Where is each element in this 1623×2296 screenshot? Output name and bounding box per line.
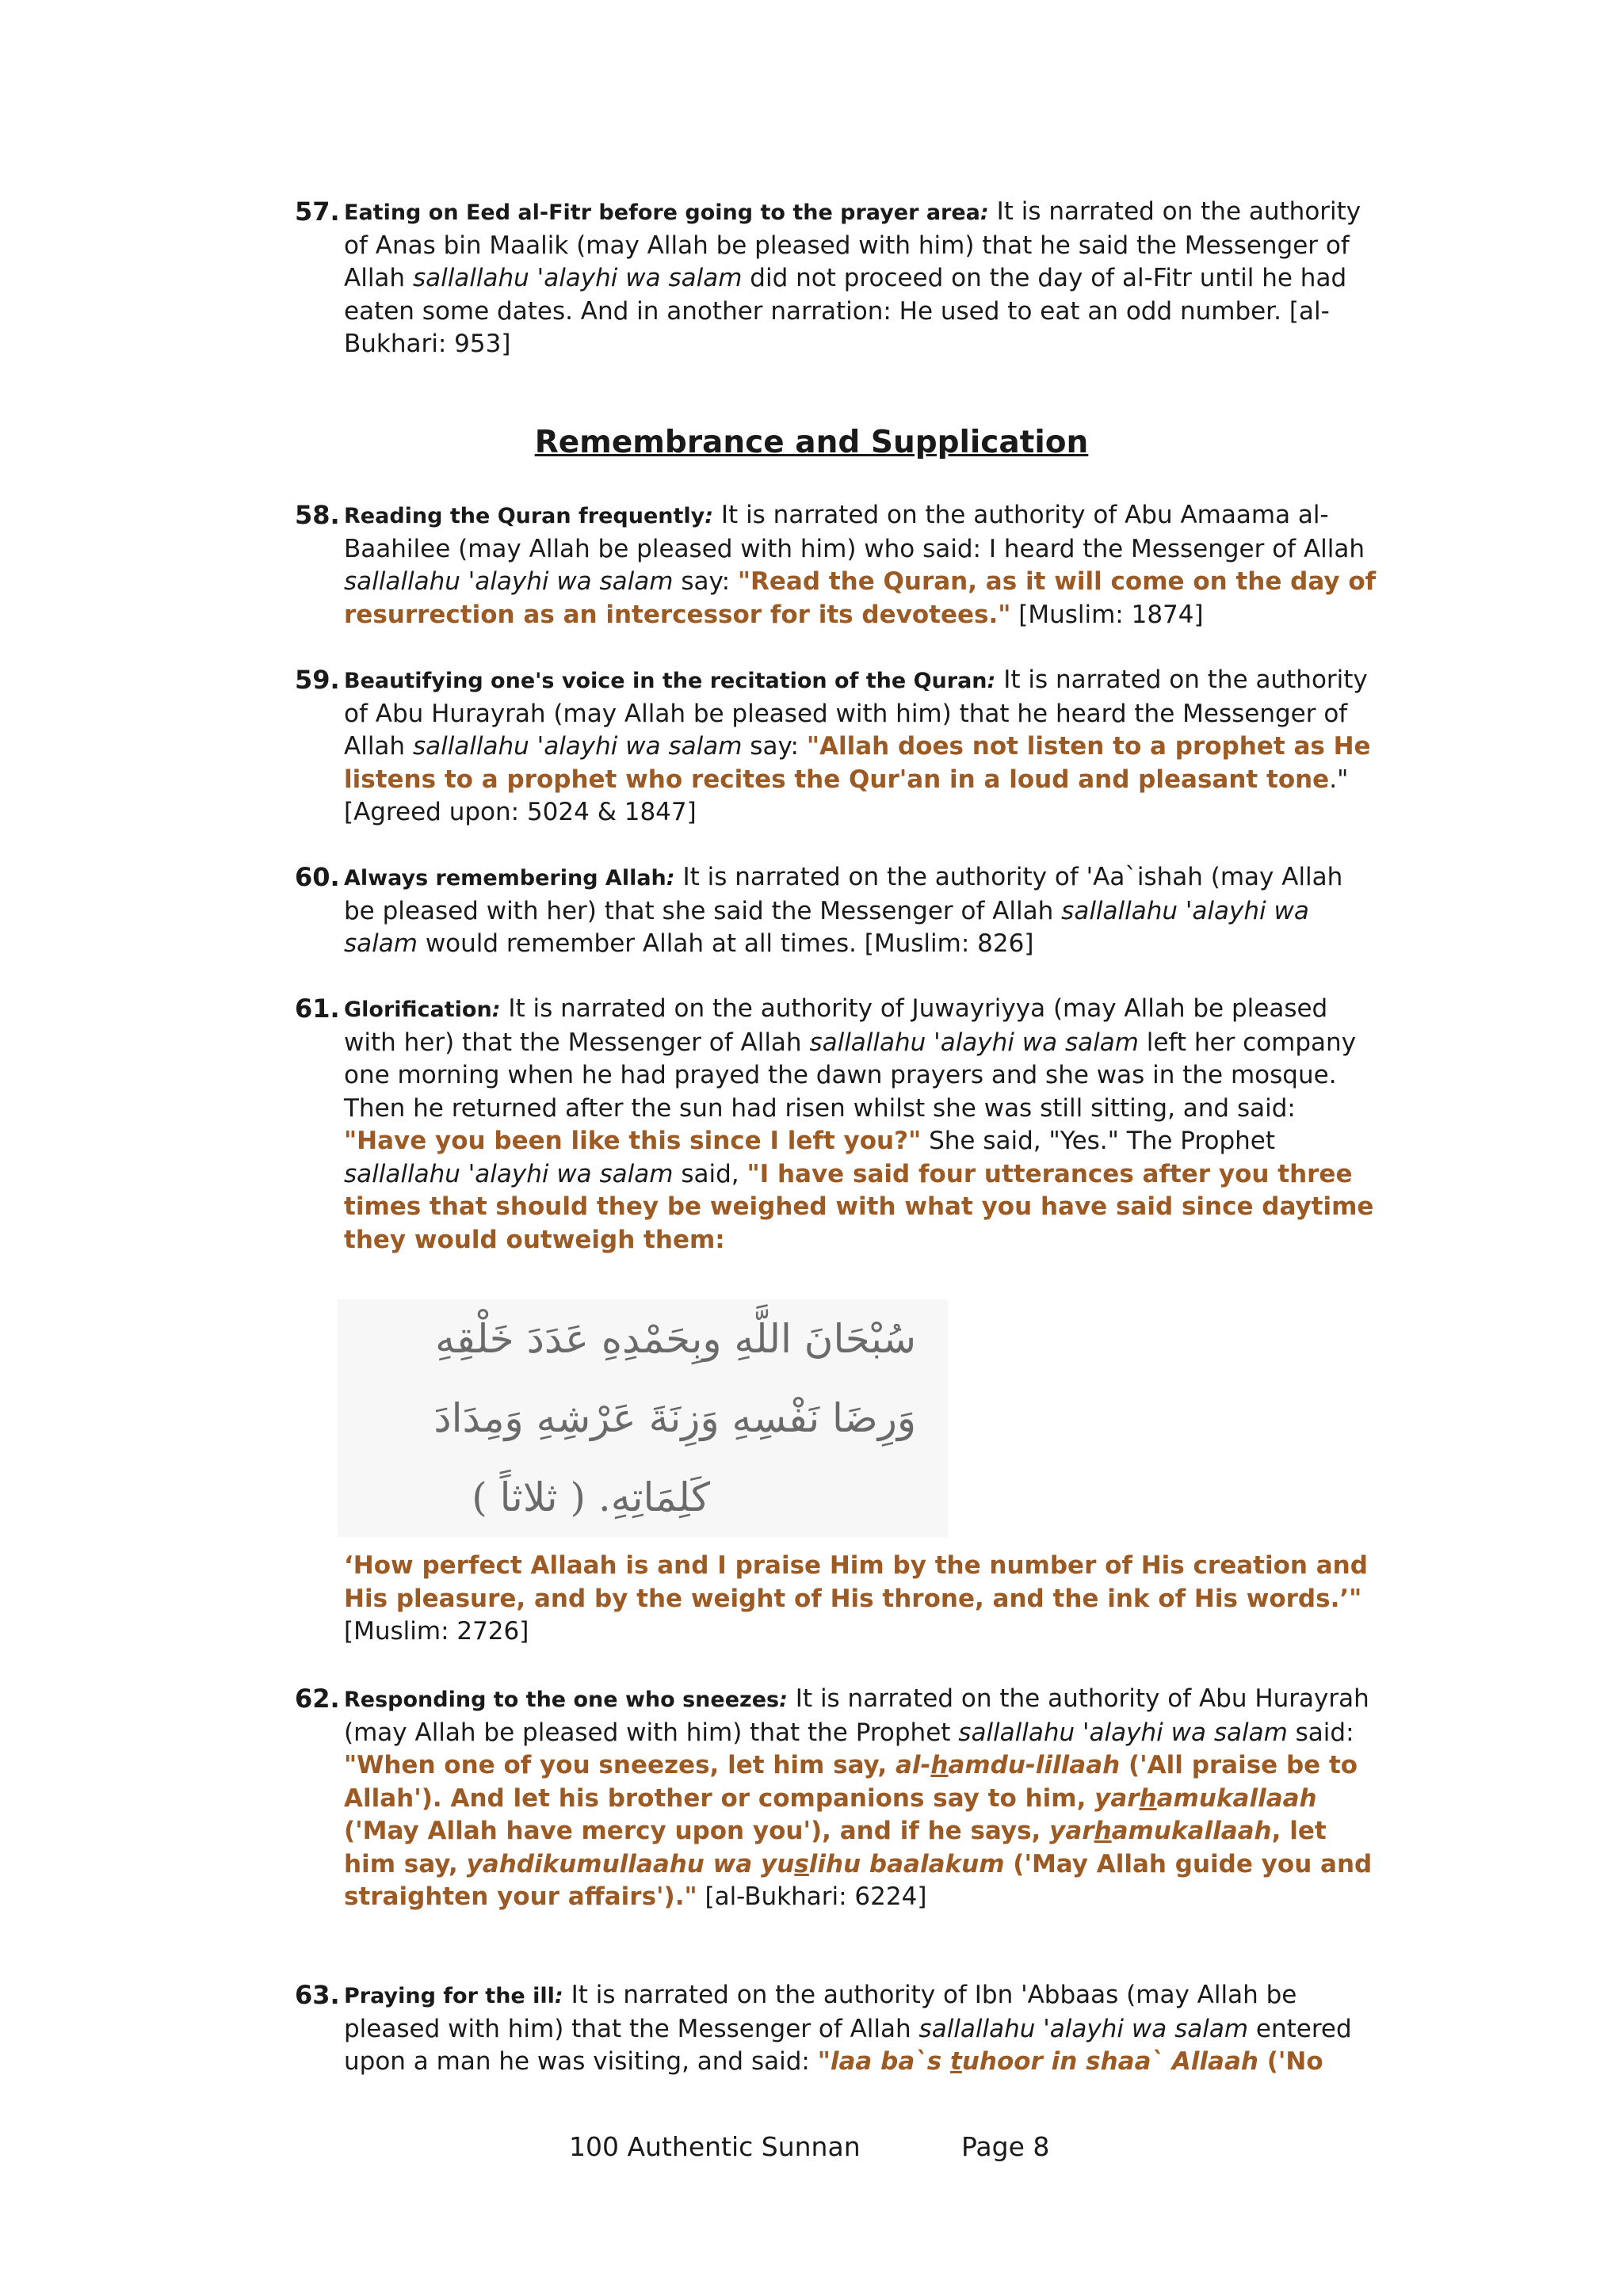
hadith-quote: "Allah does not listen to a prophet as He listens to a prophet who recites the Qur'an in a loud and pleasant tone (344, 732, 1371, 794)
translit-part: h (930, 1751, 949, 1779)
reference: [Muslim: 2726] (344, 1617, 529, 1646)
sunnah-item-60 (295, 861, 1381, 961)
item-title: Beautifying one's voice in the recitation of the Quran (344, 669, 987, 693)
transliteration (1049, 1817, 1271, 1845)
item-title: Responding to the one who sneezes (344, 1688, 780, 1712)
item-text: said, (673, 1159, 747, 1188)
salutation: sallallahu 'alayhi wa salam (344, 567, 674, 596)
item-number: 60. (295, 862, 340, 892)
item-title: Reading the Quran frequently (344, 504, 705, 528)
translit-part: lihu baalakum (808, 1849, 1005, 1878)
arabic-line: كَلِمَاتِهِ. ( ثلاثاً ) (472, 1474, 710, 1520)
sunnah-item-59 (295, 664, 1381, 830)
item-text: would remember Allah at all times. [Muslim: 826] (417, 929, 1034, 958)
item-title: Always remembering Allah (344, 866, 666, 891)
hadith-quote: ('May Allah guide you and straighten your affairs')." (344, 1849, 1373, 1911)
item-text: It is narrated on the authority of Abu Hurayrah (may Allah be pleased with him) that he heard the Messenger of Allah (344, 666, 1368, 761)
salutation: sallallahu 'alayhi wa salam (344, 896, 1309, 958)
item-text: said: (1287, 1718, 1354, 1747)
hadith-quote: "I have said four utterances after you three times that should they be weighed with what you have said since daytime they would outweigh them: (344, 1159, 1374, 1254)
item-text: say: (742, 732, 807, 761)
translit-part: al- (895, 1751, 931, 1779)
salutation: sallallahu 'alayhi wa salam (958, 1718, 1288, 1747)
item-text: left her company one morning when he had prayed the dawn prayers and she was in the mosque. Then he returned after the sun had risen whilst she was still sitting, and said: (344, 1028, 1357, 1123)
item-number: 57. (295, 196, 340, 227)
hadith-quote: ('May Allah have mercy upon you'), and if he says, (344, 1817, 1050, 1845)
item-text: She said, "Yes." The Prophet (921, 1127, 1276, 1155)
transliteration (831, 2047, 1258, 2076)
item-text: It is narrated on the authority of Ibn 'Abbaas (may Allah be pleased with him) that the Messenger of Allah (344, 1981, 1297, 2043)
translit-part: amukallaah (1111, 1817, 1272, 1845)
reference: ." [Agreed upon: 5024 & 1847] (344, 765, 1349, 826)
title-colon: : (980, 200, 989, 225)
translit-part: s (794, 1849, 809, 1878)
hadith-quote: , let him say, (344, 1817, 1327, 1878)
hadith-quote: "When one of you sneezes, let him say, (344, 1751, 896, 1779)
translit-part: yahdikumullaahu wa yu (466, 1849, 795, 1878)
sunnah-item-61 (295, 993, 1381, 1257)
item-text: entered upon a man he was visiting, and said: (344, 2014, 1352, 2076)
transliteration (896, 1751, 1120, 1779)
reference: [Muslim: 1874] (1010, 600, 1204, 629)
item-number: 61. (295, 994, 340, 1024)
page-number: Page 8 (961, 2131, 1050, 2162)
translit-part: h (1139, 1783, 1157, 1813)
salutation: sallallahu 'alayhi wa salam (344, 1159, 674, 1188)
transliteration (1094, 1784, 1316, 1813)
item-number: 63. (295, 1980, 340, 2010)
title-colon: : (491, 997, 501, 1022)
item-text: say: (673, 567, 738, 596)
translit-part: amdu-lillaah (948, 1751, 1121, 1779)
item-number: 62. (295, 1684, 340, 1714)
item-text: did not proceed on the day of al-Fitr until he had eaten some dates. And in another narration: He used to eat an odd number. [al-Bukhari: 953] (344, 264, 1347, 358)
item-number: 58. (295, 500, 340, 530)
arabic-dhikr-image (338, 1299, 948, 1537)
translit-part: laa ba`s (830, 2047, 950, 2076)
arabic-line: سُبْحَانَ اللَّهِ وبِحَمْدِهِ عَدَدَ خَلْقِهِ (435, 1316, 916, 1362)
sunnah-item-58 (295, 499, 1381, 631)
translit-part: uhoor in shaa` Allaah (961, 2047, 1258, 2076)
hadith-quote: " (817, 2047, 831, 2076)
translit-part: h (1094, 1817, 1112, 1845)
item-text: It is narrated on the authority of Abu Amaama al-Baahilee (may Allah be pleased with him) who said: I heard the Messenger of Allah (344, 501, 1365, 563)
item-title: Praying for the ill (344, 1984, 555, 2008)
arabic-line: وَرِضَا نَفْسِهِ وَزِنَةَ عَرْشِهِ وَمِدَادَ (433, 1395, 916, 1441)
item-number: 59. (295, 665, 340, 695)
title-colon: : (554, 1984, 563, 2008)
transliteration (467, 1850, 1005, 1878)
salutation: sallallahu 'alayhi wa salam (412, 732, 743, 761)
hadith-quote: ('All praise be to Allah'). And let his brother or companions say to him, (344, 1751, 1358, 1813)
translit-part: amukallaah (1156, 1783, 1317, 1813)
salutation: sallallahu 'alayhi wa salam (412, 264, 743, 292)
title-colon: : (779, 1688, 788, 1712)
item-text: It is narrated on the authority of Anas bin Maalik (may Allah be pleased with him) that he said the Messenger of Allah (344, 197, 1361, 292)
item-text: It is narrated on the authority of Juwayriyya (may Allah be pleased with her) that the Messenger of Allah (344, 994, 1328, 1057)
translit-part: yar (1094, 1783, 1140, 1813)
title-colon: : (705, 504, 714, 528)
document-title: 100 Authentic Sunnan (569, 2131, 861, 2162)
reference: [al-Bukhari: 6224] (697, 1882, 927, 1911)
salutation: sallallahu 'alayhi wa salam (918, 2014, 1249, 2043)
hadith-quote: "Read the Quran, as it will come on the day of resurrection as an intercessor for its devotees." (344, 567, 1377, 629)
item-title: Eating on Eed al-Fitr before going to the prayer area (344, 200, 980, 225)
item-title: Glorification (344, 997, 492, 1022)
sunnah-item-63 (295, 1979, 1381, 2079)
hadith-quote: "Have you been like this since I left you?" (344, 1127, 922, 1155)
item-text: It is narrated on the authority of Abu Hurayrah (may Allah be pleased with him) that the Prophet (344, 1684, 1369, 1747)
sunnah-item-61-translation (295, 1550, 1381, 1649)
hadith-quote: ('No (1258, 2047, 1323, 2076)
sunnah-item-62 (295, 1683, 1381, 1914)
sunnah-item-57 (295, 196, 1381, 361)
title-colon: : (987, 669, 996, 693)
salutation: sallallahu 'alayhi wa salam (809, 1028, 1139, 1057)
item-text: It is narrated on the authority of 'Aa`ishah (may Allah be pleased with her) that she said the Messenger of Allah (344, 863, 1343, 925)
title-colon: : (666, 866, 675, 891)
translation-quote: ‘How perfect Allaah is and I praise Him by the number of His creation and His pleasure, and by the weight of His throne, and the ink of His words.’" (344, 1551, 1368, 1613)
section-heading: Remembrance and Supplication (534, 425, 1089, 460)
translit-part: t (950, 2047, 962, 2076)
translit-part: yar (1049, 1817, 1094, 1845)
